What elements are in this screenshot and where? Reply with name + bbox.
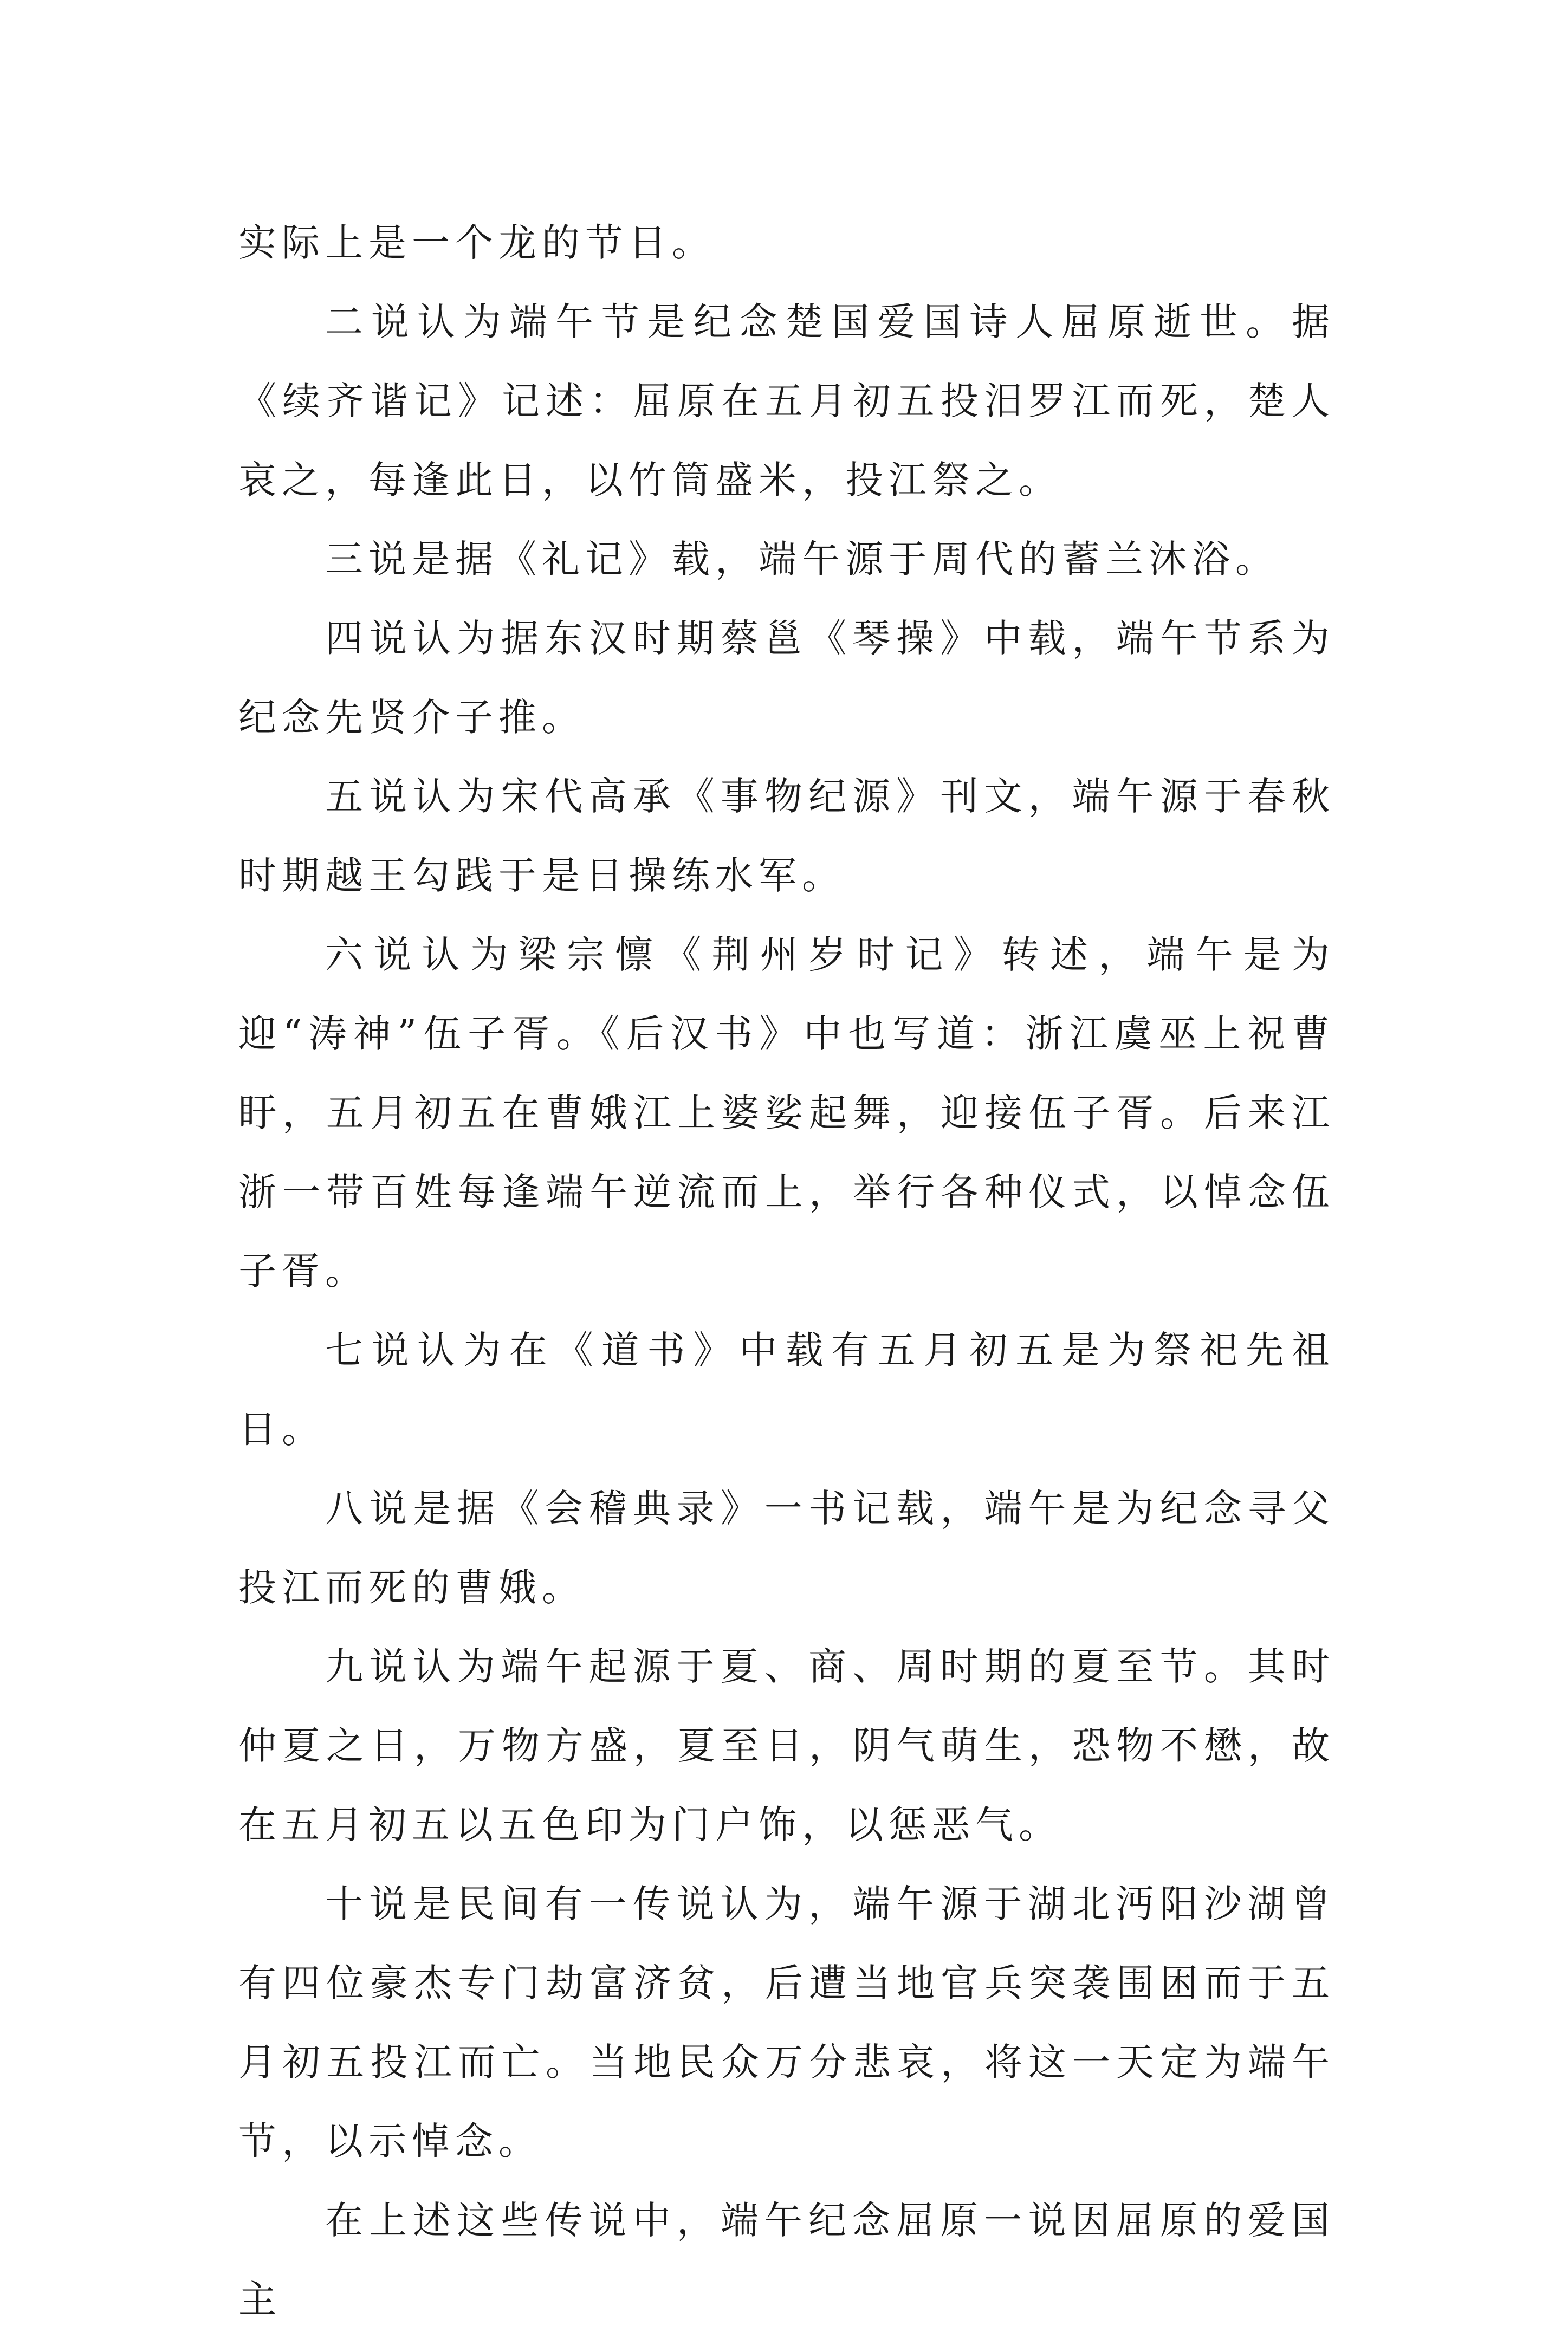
paragraph: 七说认为在《道书》中载有五月初五是为祭祀先祖日。 bbox=[238, 1328, 1335, 1452]
paragraph: 五说认为宋代高承《事物纪源》刊文，端午源于春秋时期越王勾践于是日操练水军。 bbox=[238, 774, 1335, 898]
paragraph: 八说是据《会稽典录》一书记载，端午是为纪念寻父投江而死的曹娥。 bbox=[238, 1486, 1335, 1610]
paragraph: 四说认为据东汉时期蔡邕《琴操》中载，端午节系为纪念先贤介子推。 bbox=[238, 616, 1335, 740]
paragraph: 三说是据《礼记》载，端午源于周代的蓄兰沐浴。 bbox=[325, 537, 1279, 581]
paragraph: 六说认为梁宗懔《荆州岁时记》转述，端午是为迎“涛神”伍子胥。《后汉书》中也写道：浙江虞巫上祝曹盱，五月初五在曹娥江上婆娑起舞，迎接伍子胥。后来江浙一带百姓每逢端午逆流而上，举行各种仪式，以悼念伍子胥。 bbox=[238, 932, 1335, 1293]
paragraph: 九说认为端午起源于夏、商、周时期的夏至节。其时仲夏之日，万物方盛，夏至日，阴气萌生，恐物不懋，故在五月初五以五色印为门户饰，以惩恶气。 bbox=[238, 1644, 1335, 1847]
paragraph: 二说认为端午节是纪念楚国爱国诗人屈原逝世。据《续齐谐记》记述：屈原在五月初五投汨罗江而死，楚人哀之，每逢此日，以竹筒盛米，投江祭之。 bbox=[238, 300, 1335, 502]
paragraph: 实际上是一个龙的节日。 bbox=[238, 221, 715, 265]
paragraph: 十说是民间有一传说认为，端午源于湖北沔阳沙湖曾有四位豪杰专门劫富济贫，后遭当地官兵突袭围困而于五月初五投江而亡。当地民众万分悲哀，将这一天定为端午节，以示悼念。 bbox=[238, 1882, 1335, 2163]
paragraph: 在上述这些传说中，端午纪念屈原一说因屈原的爱国主 bbox=[238, 2198, 1335, 2322]
document-page bbox=[238, 203, 1335, 2339]
